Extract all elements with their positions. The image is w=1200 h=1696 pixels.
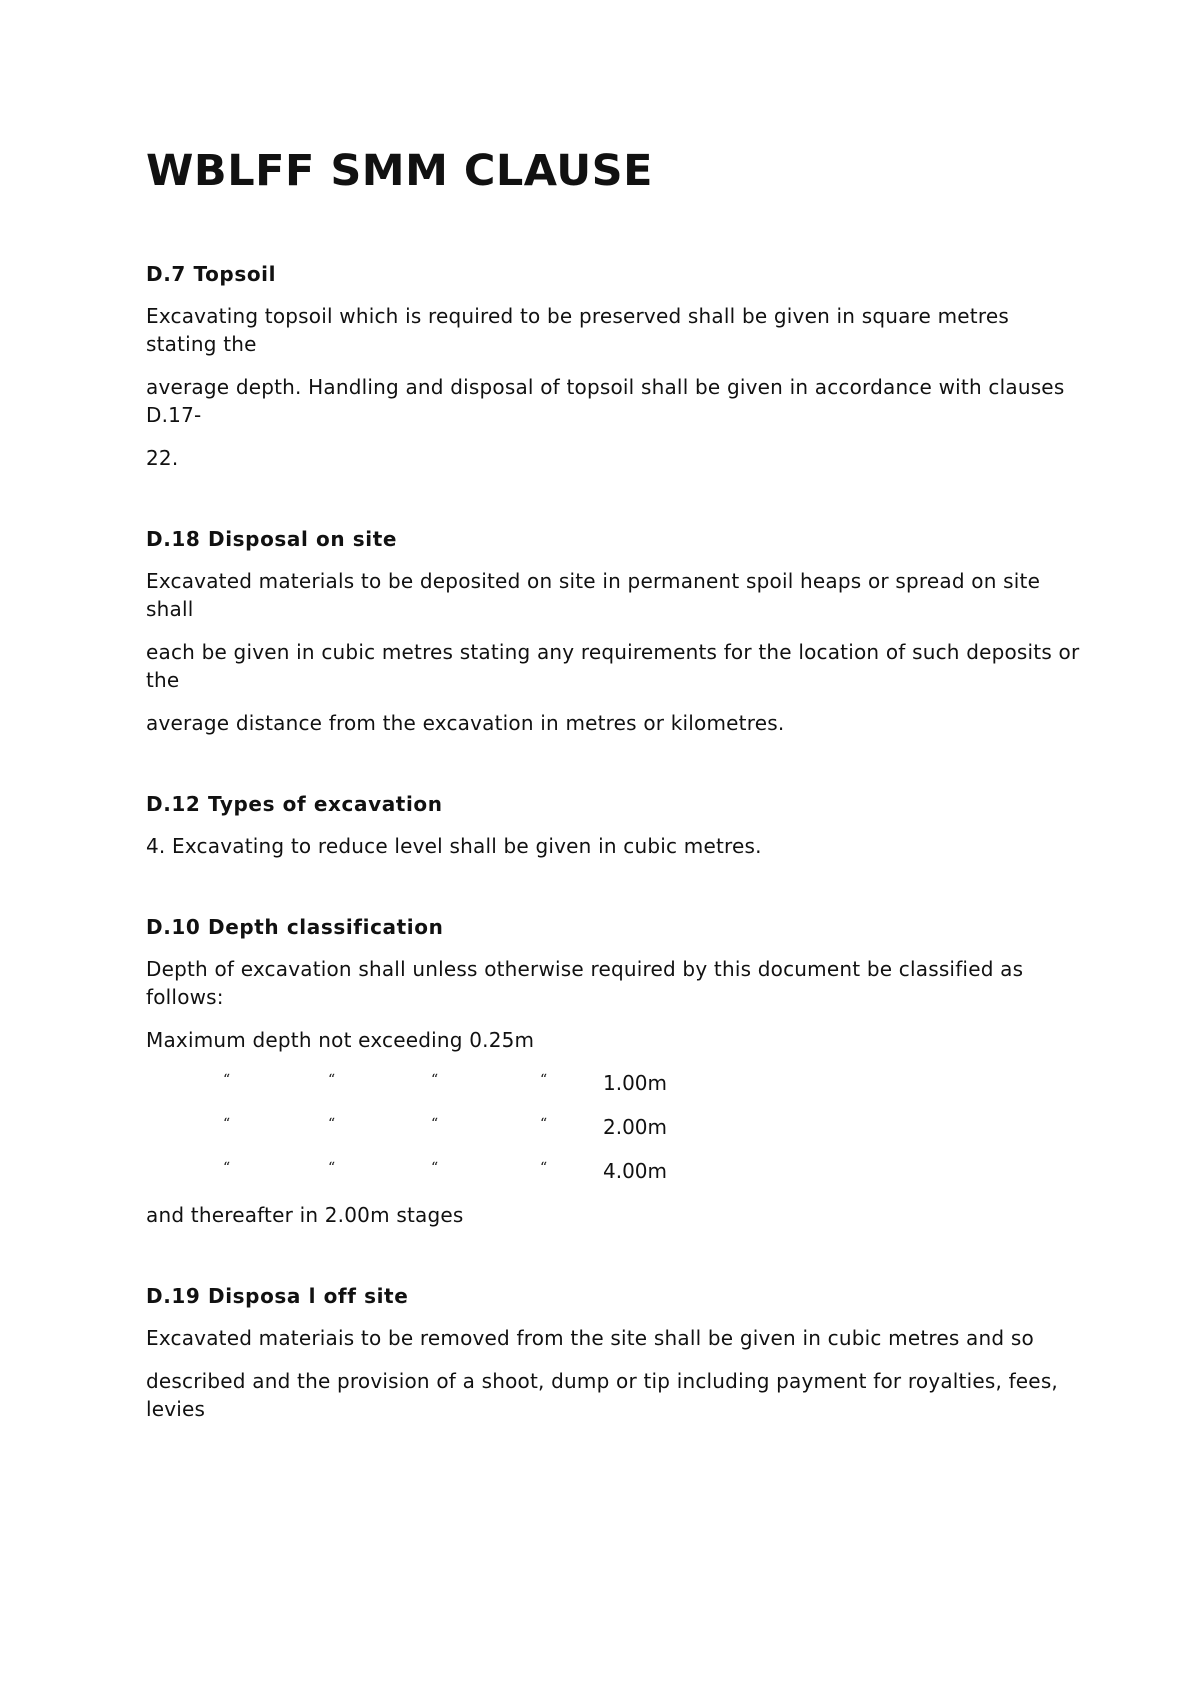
paragraph: 4. Excavating to reduce level shall be given in cubic metres. [146, 834, 762, 858]
section-heading: D.18 Disposal on site [146, 527, 398, 551]
section-topsoil [146, 261, 1086, 472]
ditto-mark: “ [540, 1072, 548, 1088]
paragraph: and thereafter in 2.00m stages [146, 1203, 464, 1227]
depth-row [146, 1157, 1086, 1185]
section-heading: D.7 Topsoil [146, 262, 277, 286]
ditto-mark: “ [223, 1072, 231, 1088]
section-depth-classification [146, 914, 1086, 1229]
paragraph: average distance from the excavation in metres or kilometres. [146, 711, 785, 735]
ditto-mark: “ [540, 1160, 548, 1176]
paragraph: Maximum depth not exceeding 0.25m [146, 1028, 535, 1052]
ditto-mark: “ [223, 1116, 231, 1132]
paragraph: Depth of excavation shall unless otherwise required by this document be classified as follows: [146, 957, 1024, 1009]
ditto-mark: “ [328, 1116, 336, 1132]
ditto-mark: “ [431, 1116, 439, 1132]
paragraph: described and the provision of a shoot, dump or tip including payment for royalties, fees, levies [146, 1369, 1058, 1421]
depth-row [146, 1069, 1086, 1097]
paragraph: average depth. Handling and disposal of topsoil shall be given in accordance with clauses D.17- [146, 375, 1065, 427]
section-disposal-off-site [146, 1283, 1086, 1423]
depth-row [146, 1113, 1086, 1141]
paragraph: Excavated materiais to be removed from the site shall be given in cubic metres and so [146, 1326, 1034, 1350]
ditto-mark: “ [540, 1116, 548, 1132]
depth-value: 2.00m [603, 1115, 668, 1139]
section-types-of-excavation [146, 791, 1086, 860]
ditto-mark: “ [328, 1072, 336, 1088]
ditto-mark: “ [431, 1160, 439, 1176]
section-heading: D.19 Disposa l off site [146, 1284, 409, 1308]
paragraph: each be given in cubic metres stating any requirements for the location of such deposits or the [146, 640, 1080, 692]
ditto-mark: “ [328, 1160, 336, 1176]
depth-value: 4.00m [603, 1159, 668, 1183]
document-title: WBLFF SMM CLAUSE [146, 146, 654, 196]
section-heading: D.10 Depth classification [146, 915, 444, 939]
paragraph: 22. [146, 446, 179, 470]
paragraph: Excavating topsoil which is required to be preserved shall be given in square metres stating the [146, 304, 1009, 356]
ditto-mark: “ [223, 1160, 231, 1176]
paragraph: Excavated materials to be deposited on site in permanent spoil heaps or spread on site shall [146, 569, 1041, 621]
section-disposal-on-site [146, 526, 1086, 737]
ditto-mark: “ [431, 1072, 439, 1088]
depth-value: 1.00m [603, 1071, 668, 1095]
document-body [146, 145, 1086, 1477]
section-heading: D.12 Types of excavation [146, 792, 443, 816]
